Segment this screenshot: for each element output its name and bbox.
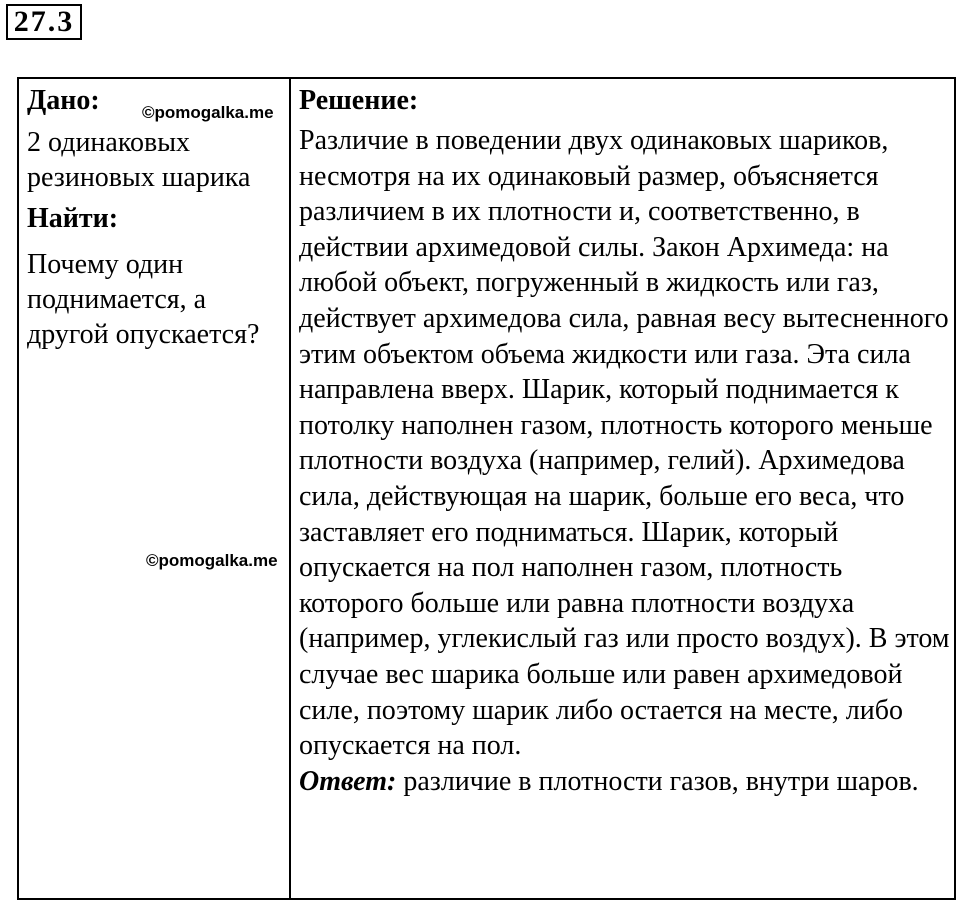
column-divider xyxy=(289,79,291,898)
solution-text xyxy=(299,123,953,799)
find-text: Почему один поднимается, а другой опускается? xyxy=(27,249,260,350)
solution-table xyxy=(17,77,956,900)
solution-heading: Решение: xyxy=(299,85,419,116)
given-text: 2 одинаковых резиновых шарика xyxy=(27,127,251,193)
watermark-middle: ©pomogalka.me xyxy=(146,551,278,570)
find-heading: Найти: xyxy=(27,203,119,234)
given-heading: Дано: xyxy=(27,85,100,116)
solution-body: Различие в поведении двух одинаковых шариков, несмотря на их одинаковый размер, объясняется различием в их плотности и, соответственно, в действии архимедовой силы. Закон Архимеда: на любой объект, погруженный в жидкость или газ, действует архимедова сила, равная весу вытесненного этим объектом объема жидкости или газа. Эта сила направлена вверх. Шарик, который поднимается к потолку наполнен газом, плотность которого меньше плотности воздуха (например, гелий). Архимедова сила, действующая на шарик, больше его веса, что заставляет его подниматься. Шарик, который опускается на пол наполнен газом, плотность которого больше или равна плотности воздуха (например, углекислый газ или просто воздух). В этом случае вес шарика больше или равен архимедовой силе, поэтому шарик либо остается на месте, либо опускается на пол. xyxy=(299,125,950,762)
answer-label: Ответ: xyxy=(299,765,397,797)
problem-number: 27.3 xyxy=(6,4,82,40)
watermark-top: ©pomogalka.me xyxy=(142,103,274,122)
answer-text: различие в плотности газов, внутри шаров. xyxy=(403,765,919,797)
